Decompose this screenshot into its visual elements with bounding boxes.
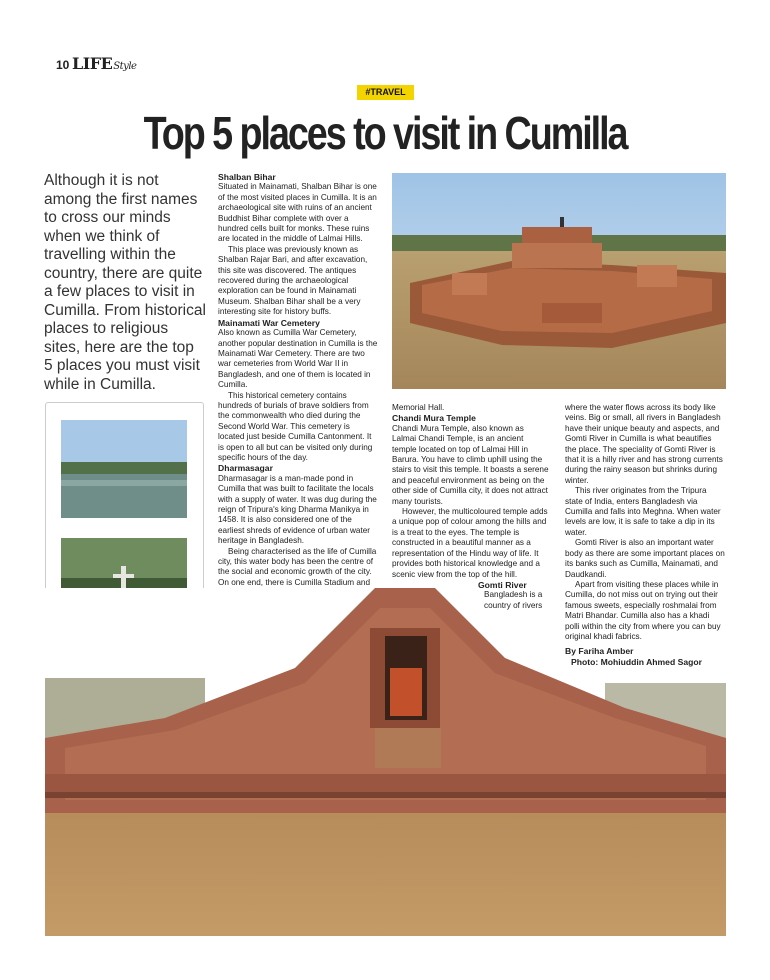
photo-credit: Photo: Mohiuddin Ahmed Sagor (571, 656, 702, 667)
paragraph: Apart from visiting these places while in Cumilla, do not miss out on trying out their famous sweets, especially roshmalai from Matri Bhandar. Cumilla also has a khadi polli within the city from where you can buy original khadi fabrics. (565, 579, 721, 641)
paragraph: However, the multicoloured temple adds a unique pop of colour among the hills and is a treat to the eyes. The temple is constructed in a beautiful manner as a representation of the Hindu way of life. It provides both historical knowledge and a scenic view from the top of the hill. (392, 507, 548, 579)
paragraph: Dharmasagar is a man-made pond in Cumilla that was built to facilitate the locals with a supply of water. It was dug during the reign of Tripura's king Dharma Manikya in 1458. It is also considered one of the earliest shreds of evidence of urban water heritage in Bangladesh. (218, 473, 377, 546)
paragraph: This river originates from the Tripura state of India, enters Bangladesh via Cumilla and falls into Meghna. When water levels are low, it is safe to take a dip in its water. (565, 486, 721, 537)
logo-main: LIFE (72, 54, 113, 73)
section-heading: Chandi Mura Temple (392, 413, 476, 424)
article-column-2 (392, 403, 550, 611)
paragraph: Being characterised as the life of Cumilla city, this water body has been the centre of the social and economic growth of the city. On one end, there is Cumilla Stadium and (218, 546, 377, 587)
section-heading: Gomti River (478, 579, 527, 590)
byline: By Fariha Amber (565, 646, 634, 657)
shalban-bihar-photo (392, 173, 726, 389)
paragraph: Bangladesh is a country of rivers (484, 590, 543, 610)
page-number: 10 (56, 58, 70, 72)
dharmasagar-photo (61, 420, 187, 518)
section-heading: Dharmasagar (218, 463, 273, 474)
paragraph: Memorial Hall. (392, 403, 445, 412)
section-tag: #TRAVEL (357, 85, 414, 100)
paragraph: Situated in Mainamati, Shalban Bihar is one of the most visited places in Cumilla. It is an archaeological site with ruins of an ancient Buddhist Bihar complete with over a hundred cells built for monks. These ruins are located in the middle of Lalmai Hills. (218, 182, 377, 244)
intro-text: Although it is not among the first names to cross our minds when we think of travelling within the country, there are quite a few places to visit in Cumilla. From historical places to religious sites, here are the top 5 places you must visit while in Cumilla. (44, 172, 206, 393)
paragraph: This historical cemetery contains hundreds of burials of brave soldiers from the commonwealth who died during the Second World War. This cemetery is located just beside Cumilla Cantonment. It is open to all but can be visited only during specific hours of the day. (218, 390, 373, 462)
magazine-logo (72, 54, 136, 73)
logo-sub: Style (113, 61, 137, 72)
paragraph: This place was previously known as Shalban Rajar Bari, and after excavation, this site was discovered. The antiques recovered during the archaeological exploration can be found in Mainamati Museum. Shalban Bihar shall be a very interesting site for history buffs. (218, 244, 368, 317)
article-column-3 (565, 403, 725, 667)
paragraph: Chandi Mura Temple, also known as Lalmai Chandi Temple, is an ancient temple located on top of Lalmai Hill in Barura. You have to climb uphill using the stairs to visit this temple. It boasts a serene and peaceful environment as being on the other side of Cumilla city, it does not attract many tourists. (392, 423, 549, 506)
article-column-1 (218, 172, 378, 619)
paragraph: Gomti River is also an important water body as there are some important places on its banks such as Cumilla, Mainamati, and Daudkandi. (565, 538, 725, 579)
section-heading: Shalban Bihar (218, 172, 276, 182)
section-heading: Mainamati War Cemetery (218, 317, 320, 328)
paragraph: where the water flows across its body like veins. Big or small, all rivers in Bangladesh have their unique beauty and aspects, and Gomti River in Cumilla is what beautifies the place. The speciality of Gomti River is that it is a hilly river and has strong currents during the rainy season but shrinks during winter. (565, 403, 723, 485)
headline: Top 5 places to visit in Cumilla (143, 107, 627, 159)
paragraph: Also known as Cumilla War Cemetery, another popular destination in Cumilla is the Mainamati War Cemetery. There are two war cemeteries from World War II in Bangladesh, and one of them is located in Cumilla. (218, 328, 378, 390)
